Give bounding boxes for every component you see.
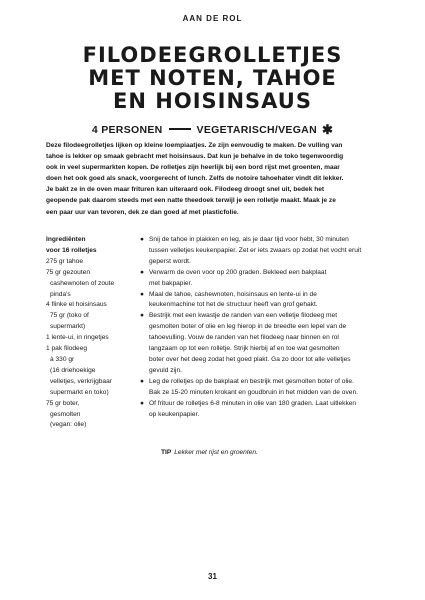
step-line: boter over het deeg zodat het goed plakt. Ga zo door tot alle velletjes: [149, 355, 351, 363]
intro-line: geopende pak daarom steeds met een natte theedoek terwijl je een rolletje maakt. Maak je ze: [46, 197, 336, 205]
step-line: Of frituur de rolletjes 6-8 minuten in olie van 180 graden. Laat uitlekken: [149, 399, 357, 407]
ingredient-line: (vegan: olie): [50, 421, 87, 429]
ingredient-line: velletjes, verkrijgbaar: [50, 377, 112, 385]
ingredient-line: 1 pak filodeeg: [46, 345, 88, 353]
tip-text: Lekker met rijst en groenten.: [174, 449, 258, 456]
method-step: [140, 268, 390, 290]
ingredients-heading: voor 16 rolletjes: [46, 246, 97, 254]
intro-line: doen het ook goed als snack, voorgerecht of lunch. Zelfs de notoire tahoehater vindt dit lekker.: [46, 175, 344, 183]
dash-divider: [169, 128, 191, 130]
ingredient-line: supermarkt): [50, 323, 86, 331]
intro-line: tahoe is lekker op smaak gebracht met hoisinsaus. Dat kun je behalve in de toko tegenwoordig: [46, 153, 344, 161]
step-line: geperst wordt.: [149, 257, 191, 265]
ingredient-line: supermarkt en toko): [50, 388, 109, 396]
method-step: [140, 235, 390, 268]
tip-label: TIP: [161, 449, 172, 456]
diet-label: VEGETARISCH/VEGAN: [196, 124, 317, 136]
step-line: tussen velletjes keukenpapier. Zet er iets zwaars op zodat het vocht eruit: [149, 246, 362, 254]
title-line: FILODEEGROLLETJES: [82, 43, 343, 67]
step-line: Bestrijk met een kwastje de randen van een velletje filodeeg met: [149, 312, 338, 320]
ingredients-heading: Ingrediënten: [46, 236, 86, 243]
bullet-icon: ●: [140, 312, 144, 320]
ingredient-line: à 330 gr: [50, 355, 75, 363]
bullet-icon: ●: [140, 377, 144, 385]
method-step: [140, 399, 390, 421]
intro-line: Deze filodeegrolletjes lijken op kleine loempiaatjes. Ze zijn eenvoudig te maken. De vulling van: [46, 142, 343, 149]
ingredient-line: 1 lente-ui, in ringetjes: [46, 334, 109, 342]
step-line: Verwarm de oven voor op 200 graden. Bekleed een bakplaat: [149, 268, 327, 276]
ingredient-line: 75 gr gezouten: [46, 268, 90, 276]
step-line: Leg de rolletjes op de bakplaat en bestrijk met gesmolten boter of olie.: [149, 377, 354, 385]
intro-line: Je bakt ze in de oven maar frituren kan uiteraard ook. Filodeeg droogt snel uit, bedek het: [46, 186, 325, 194]
bullet-icon: ●: [140, 236, 144, 243]
ingredient-line: 75 gr boter,: [46, 399, 80, 407]
step-line: gesmolten boter of olie en leg hierop in de breedte een lepel van de: [149, 323, 347, 331]
step-line: Maal de tahoe, cashewnoten, hoisinsaus en lente-ui in de: [149, 290, 317, 298]
ingredient-line: 275 gr tahoe: [46, 257, 84, 265]
intro-paragraph: [46, 140, 383, 218]
title-line: MET NOTEN, TAHOE: [88, 66, 337, 90]
ingredient-line: cashewnoten of zoute: [50, 279, 115, 287]
step-line: op keukenpapier.: [149, 410, 200, 418]
ingredients-list: [46, 235, 128, 431]
bullet-icon: ●: [140, 399, 144, 407]
intro-line: ook in veel supermarkten kopen. De rolletjes zijn heerlijk bij een bord rijst met groenten, maar: [46, 164, 340, 172]
step-line: tahoevulling. Vouw de randen van het filodeeg naar binnen en rol: [149, 334, 339, 342]
ingredient-line: 4 flinke el hoisinsaus: [46, 301, 107, 309]
step-line: langzaam op tot een rolletje. Strijk hierbij af en toe wat gesmolten: [149, 345, 340, 353]
step-line: keukenmachine tot het de structuur heeft van grof gehakt.: [149, 301, 318, 309]
method-step: [140, 377, 390, 399]
intro-line: een paar uur van tevoren, dek ze dan goed af met plasticfolie.: [46, 208, 239, 216]
recipe-meta: [0, 122, 425, 138]
ingredient-line: gesmolten: [50, 410, 81, 418]
method-step: [140, 311, 390, 376]
step-line: Snij de tahoe in plakken en leg, als je daar tijd voor hebt, 30 minuten: [149, 236, 349, 243]
section-label: AAN DE ROL: [182, 14, 243, 23]
asterisk-icon: ✱: [321, 122, 334, 137]
method-step: [140, 290, 390, 312]
step-line: gevuld zijn.: [149, 366, 182, 374]
page-number: 31: [208, 572, 217, 581]
bullet-icon: ●: [140, 268, 144, 276]
ingredient-line: pinda's: [50, 290, 71, 298]
ingredient-line: 75 gr (toko of: [50, 312, 89, 320]
bullet-icon: ●: [140, 290, 144, 298]
ingredient-line: (16 driehoekige: [50, 366, 96, 374]
tip: [161, 449, 258, 456]
step-line: Bak ze 15-20 minuten krokant en goudbruin in het midden van de oven.: [149, 388, 358, 396]
method-steps: [140, 235, 390, 420]
title-line: EN HOISINSAUS: [113, 89, 312, 113]
servings: 4 PERSONEN: [91, 124, 163, 136]
recipe-title: [20, 44, 405, 113]
step-line: met bakpapier.: [149, 279, 193, 287]
